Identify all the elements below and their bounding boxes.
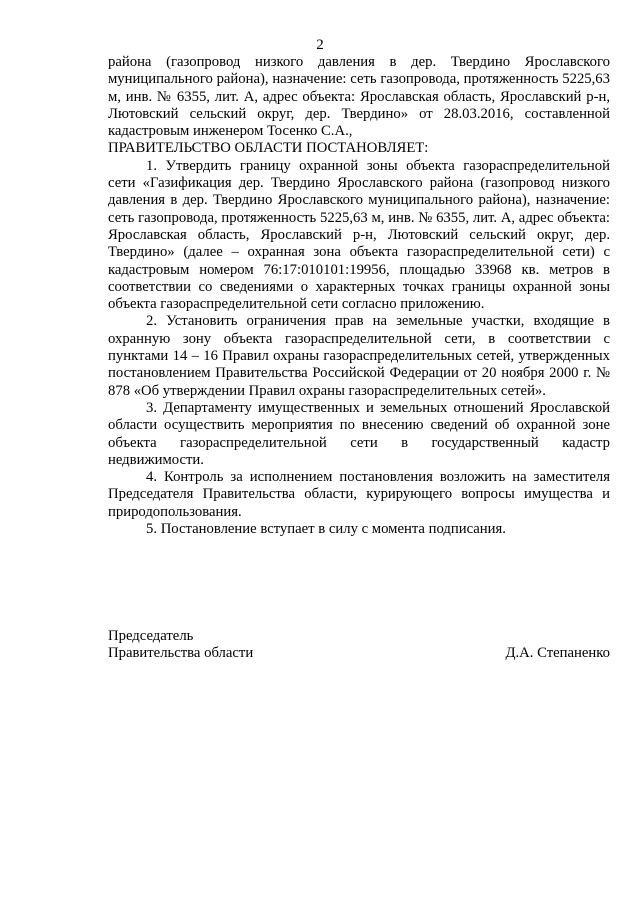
paragraph-item-1: 1. Утвердить границу охранной зоны объекта газораспределительной сети «Газификация дер. Твердино Ярославского района (газопровод низкого давления в дер. Твердино Ярославского муниципального района), назначение: сеть газопровода, протяженность 5225,63 м, инв. № 6355, лит. А, адрес объекта: Ярославская область, Ярославский р-н, Лютовский сельский округ, дер. Твердино» (далее – охранная зона объекта газораспределительной сети) с кадастровым номером 76:17:010101:19956, площадью 33968 кв. метров в соответствии со сведениями о характерных точках границы охранной зоны объекта газораспределительной сети согласно приложению.	[108, 157, 610, 313]
signatory-title-line2: Правительства области	[108, 645, 254, 662]
paragraph-item-5: 5. Постановление вступает в силу с момента подписания.	[146, 521, 506, 538]
paragraph-continuation: района (газопровод низкого давления в дер. Твердино Ярославского муниципального района), назначение: сеть газопровода, протяженность 5225,63 м, инв. № 6355, лит. А, адрес объекта: Ярославская область, Ярославский р-н, Лютовский сельский округ, дер. Твердино» от 28.03.2016, составленной кадастровым инженером Тосенко С.А.,	[108, 54, 610, 140]
signature-row	[108, 645, 610, 662]
document-body	[108, 54, 610, 538]
signatory-name: Д.А. Степаненко	[505, 645, 610, 662]
paragraph-item-4: 4. Контроль за исполнением постановления возложить на заместителя Председателя Правительства области, курирующего вопросы имущества и природопользования.	[108, 469, 610, 520]
signature-block	[108, 628, 610, 663]
paragraph-item-2: 2. Установить ограничения прав на земельные участки, входящие в охранную зону объекта газораспределительной сети, в соответствии с пунктами 14 – 16 Правил охраны газораспределительных сетей, утвержденных постановлением Правительства Российской Федерации от 20 ноября 2000 г. № 878 «Об утверждении Правил охраны газораспределительных сетей».	[108, 313, 610, 399]
resolution-heading: ПРАВИТЕЛЬСТВО ОБЛАСТИ ПОСТАНОВЛЯЕТ:	[108, 140, 429, 157]
page-number: 2	[316, 37, 324, 53]
signatory-title-line1: Председатель	[108, 628, 194, 644]
paragraph-item-3: 3. Департаменту имущественных и земельных отношений Ярославской области осуществить мероприятия по внесению сведений об охранной зоне объекта газораспределительной сети в государственный кадастр недвижимости.	[108, 399, 610, 468]
